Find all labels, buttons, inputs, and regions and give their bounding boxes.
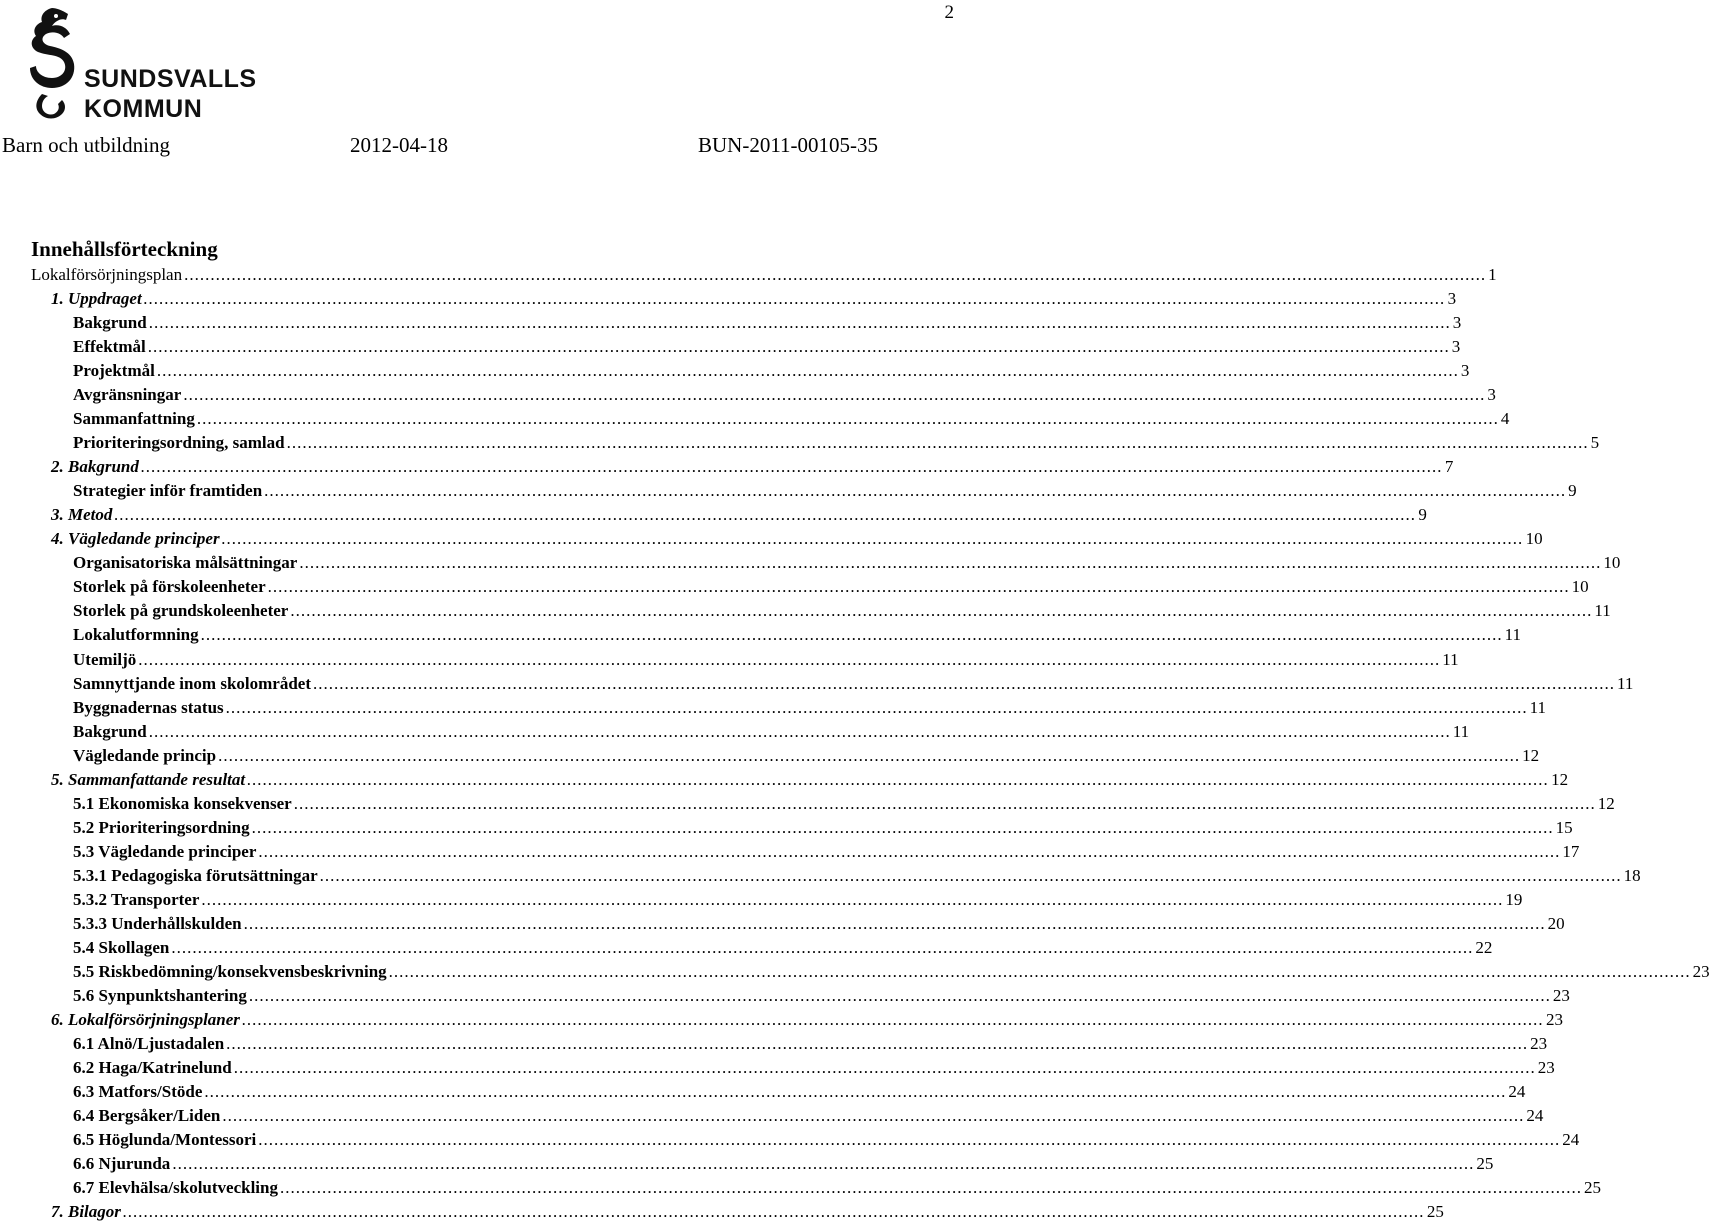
toc-entry-page: 20 [1547,913,1565,933]
toc-dot-leader [157,361,1459,381]
toc-entry-page: 7 [1444,457,1454,477]
toc-entry[interactable] [31,1058,1555,1082]
toc-entry[interactable] [31,577,1589,601]
toc-dot-leader [280,1178,1582,1198]
toc-dot-leader [290,601,1592,621]
toc-entry[interactable] [31,457,1454,481]
toc-dot-leader [149,722,1451,742]
toc-entry-label: 4. Vägledande principer [51,529,220,549]
seahorse-dragon-emblem-icon [22,4,82,126]
toc-entry-page: 10 [1571,577,1589,597]
toc-dot-leader [204,1082,1506,1102]
toc-entry-page: 12 [1597,793,1615,813]
toc-entry-page: 23 [1530,1034,1548,1053]
toc-entry-page: 19 [1505,889,1523,909]
toc-entry[interactable] [31,1178,1601,1202]
toc-entry-page: 1 [1488,265,1497,284]
toc-entry-label: Bakgrund [73,313,147,333]
toc-entry[interactable] [31,841,1580,866]
toc-dot-leader [148,337,1450,357]
toc-entry-page: 25 [1426,1202,1444,1222]
toc-entry-label: 5. Sammanfattande resultat [51,769,246,789]
toc-entry[interactable] [31,265,1497,289]
toc-dot-leader [320,866,1622,886]
toc-entry-page: 18 [1623,865,1641,885]
toc-entry-label: 6.3 Matfors/Stöde [73,1082,203,1102]
toc-dot-leader [252,818,1554,838]
toc-dot-leader [264,481,1566,501]
toc-entry-label: Organisatoriska målsättningar [73,553,298,573]
toc-entry-label: Byggnadernas status [73,697,224,717]
toc-entry-label: Strategier inför framtiden [73,481,263,501]
toc-entry-label: 5.4 Skollagen [73,937,170,957]
toc-entry-label: Utemiljö [73,649,137,669]
toc-entry-page: 11 [1452,721,1470,741]
toc-entry-label: Prioriteringsordning, samlad [73,433,285,453]
toc-entry-label: Projektmål [73,361,155,381]
toc-entry-page: 11 [1617,673,1634,693]
toc-entry-label: Vägledande princip [73,745,217,765]
toc-title: Innehållsförteckning [31,237,218,261]
toc-entry-page: 25 [1476,1154,1494,1174]
toc-entry[interactable] [31,409,1510,433]
toc-dot-leader [389,962,1691,982]
toc-entry-page: 15 [1555,817,1573,837]
toc-dot-leader [149,313,1451,333]
header-unit: Barn och utbildning [2,133,170,157]
toc-entry[interactable] [31,649,1459,674]
header-date: 2012-04-18 [350,133,448,157]
toc-entry-label: 6. Lokalförsörjningsplaner [51,1009,240,1029]
toc-entry[interactable] [31,1082,1526,1106]
toc-entry-label: 5.1 Ekonomiska konsekvenser [73,793,292,813]
toc-entry-page: 12 [1551,769,1569,789]
toc-entry-page: 5 [1590,433,1600,453]
toc-entry-label: Bakgrund [73,721,147,741]
toc-dot-leader [141,457,1443,477]
toc-entry-page: 24 [1562,1130,1580,1150]
toc-entry-page: 24 [1526,1106,1544,1126]
toc-entry[interactable] [31,817,1573,842]
toc-entry-label: Lokalförsörjningsplan [31,265,183,284]
logo-text-line2: KOMMUN [84,95,203,123]
toc-entry-page: 10 [1525,529,1543,549]
toc-entry-page: 3 [1451,337,1461,357]
toc-entry-label: 5.3 Vägledande principer [73,841,257,861]
toc-entry-label: 5.3.2 Transporter [73,889,200,909]
toc-entry-label: 3. Metod [51,505,113,525]
document-header [2,133,922,159]
toc-entry-label: Sammanfattning [73,409,195,429]
toc-dot-leader [258,1130,1560,1150]
toc-entry[interactable] [31,337,1461,361]
toc-entry[interactable] [31,1009,1563,1034]
toc-entry-page: 3 [1460,361,1470,381]
toc-entry-page: 23 [1552,985,1570,1005]
toc-dot-leader [183,385,1485,405]
toc-entry-page: 11 [1504,625,1522,645]
toc-entry[interactable] [31,289,1457,313]
toc-dot-leader [299,553,1601,573]
header-reference: BUN-2011-00105-35 [698,133,879,157]
toc-dot-leader [123,1202,1425,1222]
toc-entry-page: 25 [1583,1178,1601,1198]
toc-entry[interactable] [31,769,1569,794]
table-of-contents [31,265,1710,1226]
toc-entry-label: 5.6 Synpunktshantering [73,985,247,1005]
toc-entry-label: Avgränsningar [73,385,182,405]
toc-entry-page: 11 [1594,601,1611,621]
toc-dot-leader [226,1034,1528,1054]
toc-entry[interactable] [31,553,1621,577]
toc-entry-label: 6.6 Njurunda [73,1154,171,1174]
toc-dot-leader [172,1154,1474,1174]
toc-entry[interactable] [31,313,1462,337]
toc-entry[interactable] [31,1202,1444,1226]
toc-entry[interactable] [31,1034,1548,1058]
toc-dot-leader [268,577,1570,597]
toc-entry[interactable] [31,529,1543,553]
toc-entry-page: 10 [1603,553,1621,573]
toc-entry[interactable] [31,1154,1494,1178]
toc-entry-label: 5.5 Riskbedömning/konsekvensbeskrivning [73,961,387,981]
toc-entry-page: 3 [1487,385,1496,405]
toc-entry-label: Effektmål [73,337,146,357]
toc-entry[interactable] [31,697,1547,722]
toc-entry-page: 4 [1500,409,1510,429]
toc-entry-page: 23 [1545,1009,1563,1029]
toc-entry-page: 9 [1418,505,1427,525]
toc-dot-leader [222,1106,1524,1126]
toc-dot-leader [138,650,1440,670]
toc-dot-leader [287,433,1589,453]
toc-entry-label: Lokalutformning [73,625,199,645]
toc-dot-leader [197,409,1499,429]
toc-entry[interactable] [31,937,1493,962]
toc-dot-leader [258,842,1560,862]
toc-entry[interactable] [31,985,1570,1010]
toc-entry-page: 12 [1522,745,1540,765]
toc-entry[interactable] [31,601,1611,625]
toc-entry[interactable] [31,913,1565,938]
toc-entry[interactable] [31,889,1523,914]
toc-entry-label: 6.4 Bergsåker/Liden [73,1106,221,1126]
toc-entry-label: Samnyttjande inom skolområdet [73,673,312,693]
toc-entry-label: 6.2 Haga/Katrinelund [73,1058,232,1078]
toc-entry-label: 6.7 Elevhälsa/skolutveckling [73,1178,278,1198]
toc-dot-leader [171,938,1473,958]
toc-entry-label: 6.1 Alnö/Ljustadalen [73,1034,225,1053]
toc-entry[interactable] [31,961,1710,986]
toc-dot-leader [226,698,1528,718]
toc-entry-label: 5.2 Prioriteringsordning [73,817,250,837]
toc-entry-label: 6.5 Höglunda/Montessori [73,1130,257,1150]
toc-dot-leader [144,289,1446,309]
toc-entry-label: 5.3.3 Underhållskulden [73,913,242,933]
toc-entry[interactable] [31,865,1641,890]
toc-entry-page: 17 [1562,841,1580,861]
toc-entry[interactable] [31,793,1615,818]
toc-dot-leader [218,746,1520,766]
toc-entry-page: 22 [1475,937,1493,957]
toc-dot-leader [294,794,1596,814]
toc-entry-page: 24 [1508,1082,1526,1102]
toc-entry[interactable] [31,433,1600,457]
toc-dot-leader [244,914,1546,934]
toc-entry[interactable] [31,361,1470,385]
toc-entry-label: 1. Uppdraget [51,289,142,309]
toc-entry-label: 7. Bilagor [51,1202,121,1222]
toc-entry-page: 11 [1529,697,1547,717]
toc-dot-leader [242,1010,1544,1030]
toc-entry[interactable] [31,1130,1580,1154]
toc-entry[interactable] [31,721,1470,746]
toc-entry[interactable] [31,673,1634,698]
toc-entry[interactable] [31,385,1496,409]
toc-entry-page: 11 [1442,649,1459,669]
toc-entry[interactable] [31,745,1540,770]
toc-entry[interactable] [31,481,1577,505]
toc-dot-leader [234,1058,1536,1078]
toc-dot-leader [184,265,1486,285]
toc-entry[interactable] [31,505,1427,529]
toc-entry-page: 23 [1537,1058,1555,1078]
toc-dot-leader [201,625,1503,645]
toc-entry[interactable] [31,1106,1544,1130]
toc-dot-leader [114,505,1416,525]
toc-entry-label: Storlek på förskoleenheter [73,577,266,597]
toc-entry-page: 3 [1452,313,1462,333]
toc-entry-page: 3 [1447,289,1457,309]
toc-entry[interactable] [31,625,1522,649]
toc-entry-label: Storlek på grundskoleenheter [73,601,289,621]
toc-entry-label: 5.3.1 Pedagogiska förutsättningar [73,865,318,885]
toc-entry-label: 2. Bakgrund [51,457,139,477]
toc-dot-leader [313,674,1615,694]
toc-dot-leader [222,529,1524,549]
toc-dot-leader [201,890,1503,910]
page-number: 2 [944,2,954,23]
sundsvalls-kommun-logo [22,4,257,126]
toc-entry-page: 23 [1692,961,1710,981]
toc-dot-leader [247,770,1549,790]
toc-entry-page: 9 [1568,481,1577,501]
toc-dot-leader [249,986,1551,1006]
logo-text-line1: SUNDSVALLS [84,65,257,93]
